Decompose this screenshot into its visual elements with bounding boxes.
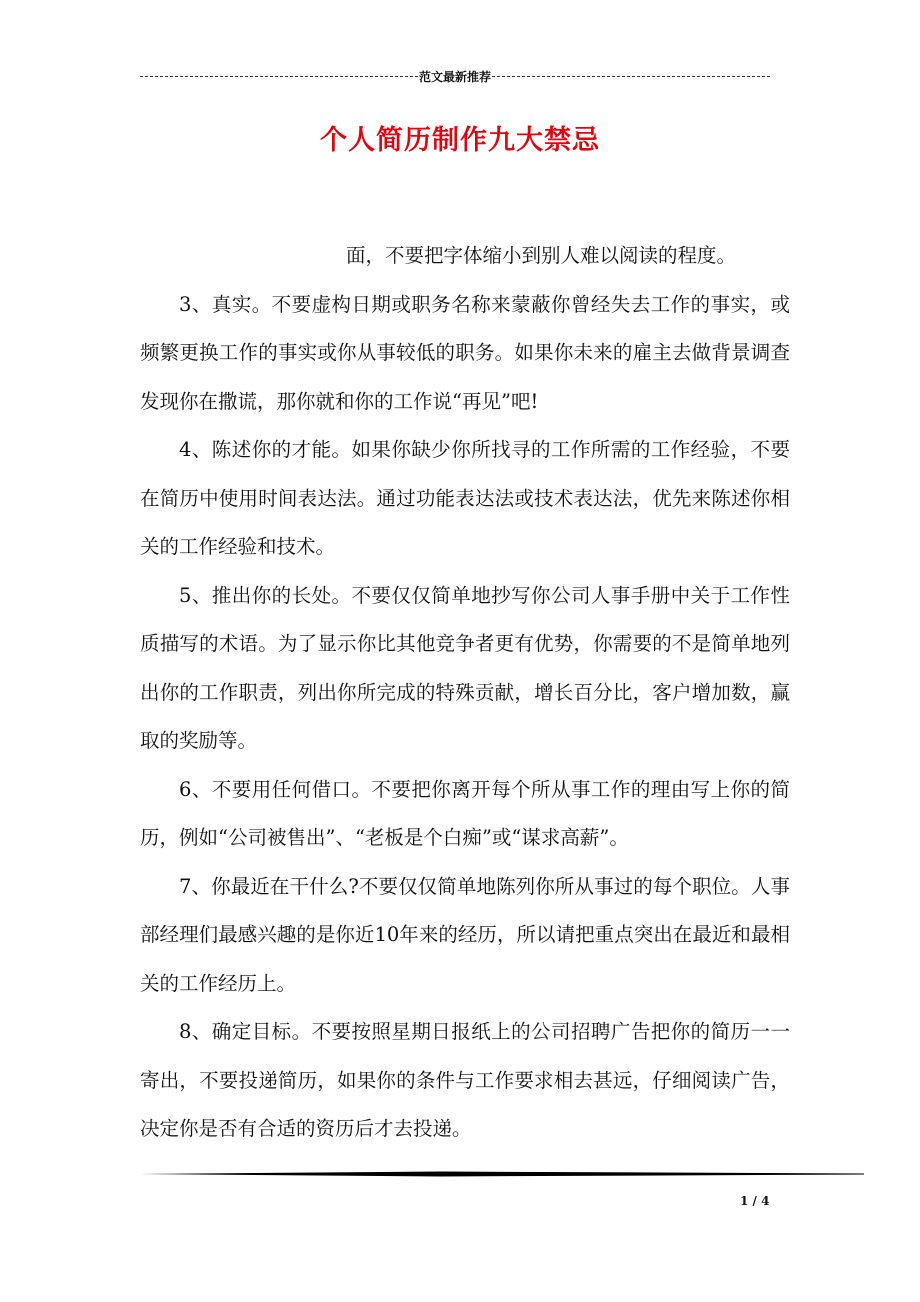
paragraph-4: 4、陈述你的才能。如果你缺少你所找寻的工作所需的工作经验，不要在简历中使用时间表达法。通过功能表达法或技术表达法，优先来陈述你相关的工作经验和技术。 (140, 438, 790, 558)
footer-rule (140, 1170, 864, 1178)
page-number: 1 / 4 (740, 1194, 770, 1208)
paragraph-3: 3、真实。不要虚构日期或职务名称来蒙蔽你曾经失去工作的事实，或频繁更换工作的事实或你从事较低的职务。如果你未来的雇主去做背景调查发现你在撒谎，那你就和你的工作说“再见”吧! (140, 292, 790, 413)
paragraph-7: 7、你最近在干什么?不要仅仅简单地陈列你所从事过的每个职位。人事部经理们最感兴趣的是你近10年来的经历，所以请把重点突出在最近和最相关的工作经历上。 (140, 874, 790, 995)
paragraph-8: 8、确定目标。不要按照星期日报纸上的公司招聘广告把你的简历一一寄出，不要投递简历，如果你的条件与工作要求相去甚远，仔细阅读广告，决定你是否有合适的资历后才去投递。 (140, 1020, 790, 1140)
paragraph-6: 6、不要用任何借口。不要把你离开每个所从事工作的理由写上你的简历，例如“公司被售出”、“老板是个白痴”或“谋求高薪”。 (140, 777, 790, 849)
header-label: 范文最新推荐 (419, 69, 492, 84)
paragraph-continuation: 面，不要把字体缩小到别人难以阅读的程度。 (346, 244, 737, 267)
header-dash-left (140, 76, 418, 77)
page-header (140, 68, 770, 84)
document-body (140, 232, 790, 1154)
footer-rule-line (140, 1170, 864, 1178)
header-dash-right (492, 76, 770, 77)
paragraph-5: 5、推出你的长处。不要仅仅简单地抄写你公司人事手册中关于工作性质描写的术语。为了显示你比其他竞争者更有优势，你需要的不是简单地列出你的工作职责，列出你所完成的特殊贡献，增长百分比，客户增加数，赢取的奖励等。 (140, 583, 790, 752)
document-title: 个人简历制作九大禁忌 (320, 125, 600, 156)
